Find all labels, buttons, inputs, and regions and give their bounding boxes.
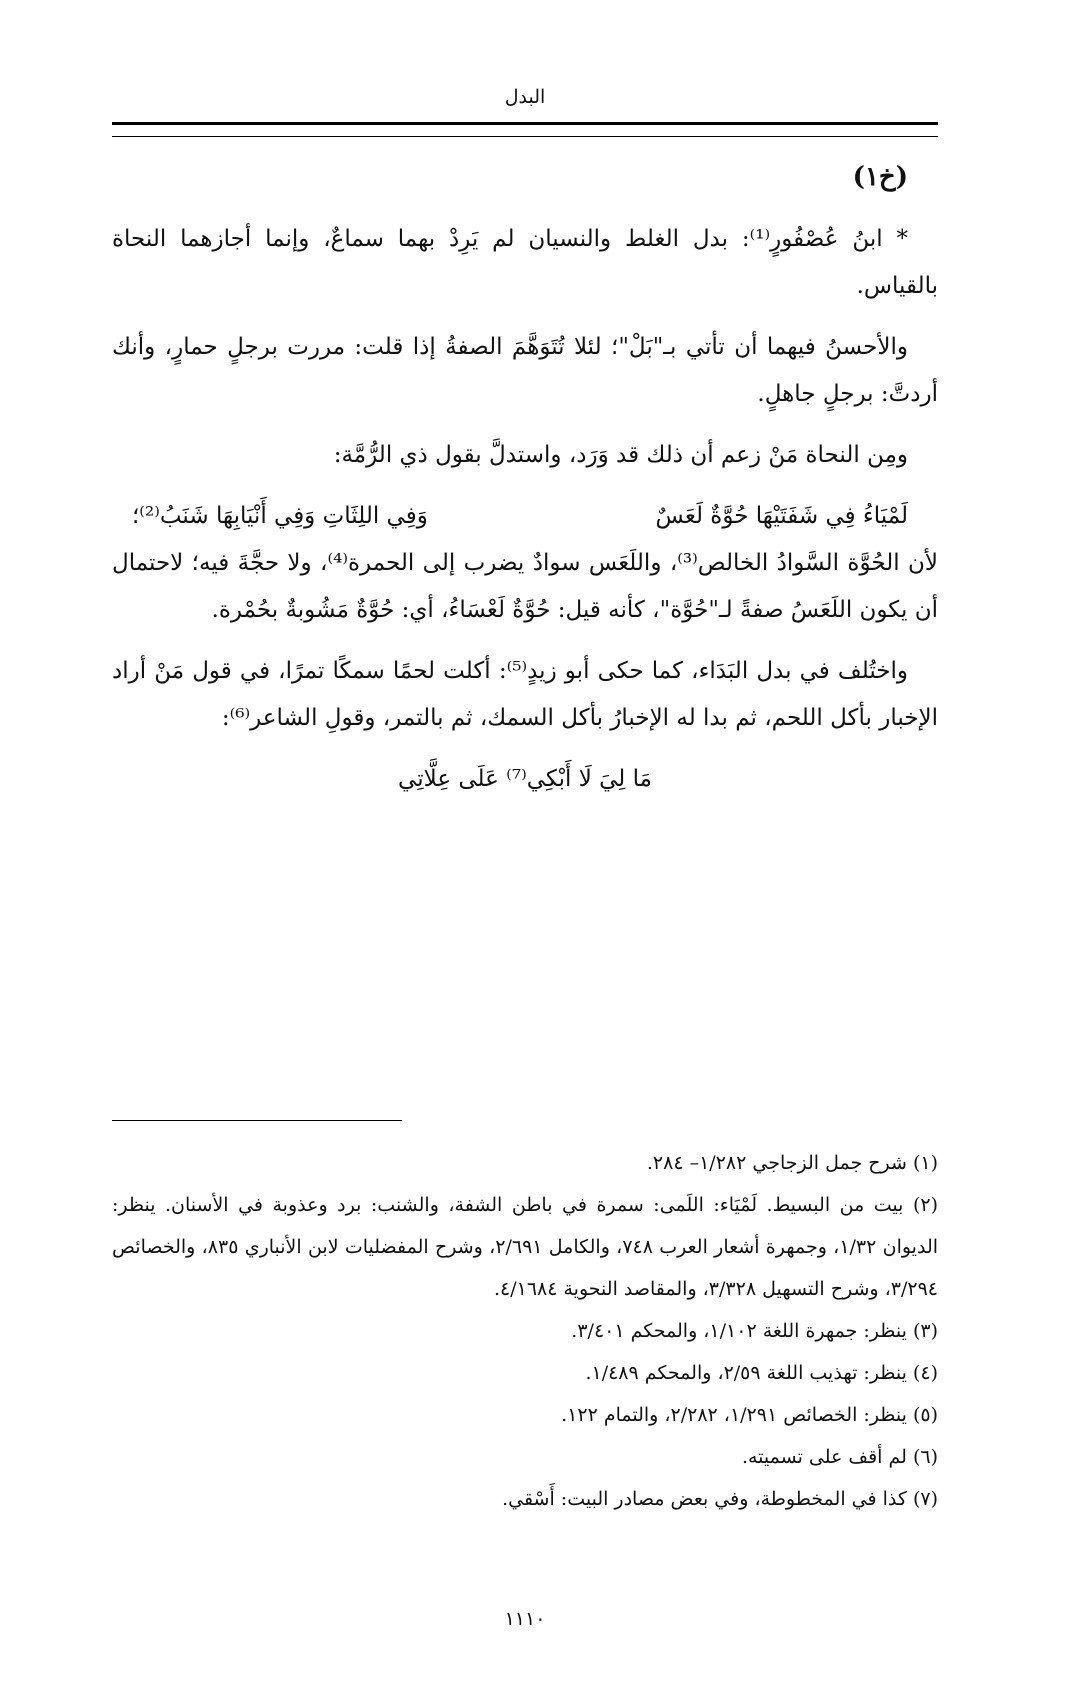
page-number: ١١١٠ xyxy=(504,1608,546,1630)
footnote: (٦) لم أقف على تسميته. xyxy=(741,1446,938,1468)
page xyxy=(112,0,938,1698)
footnote: (٤) ينظر: تهذيب اللغة ٢/٥٩، والمحكم ١/٤٨٩. xyxy=(585,1362,938,1384)
paragraph: لأن الحُوَّة السَّوادُ الخالص⁽³⁾، واللَعَس سوادٌ يضرب إلى الحمرة⁽⁴⁾، ولا حجَّةَ فيه؛ لاحتمال أن يكون اللَعَسُ صفةً لـ"حُوَّة"، كأنه قيل: حُوَّةٌ لَعْسَاءُ، أي: حُوَّةٌ مَشُوبةٌ بحُمْرة. xyxy=(112,550,938,623)
verse-second-hemistich: وَفِي اللِثَاتِ وَفِي أَنْيَابِهَا شَنَبُ⁽²⁾؛ xyxy=(132,503,428,529)
verse-first-hemistich: لَمْيَاءُ فِي شَفَتَيْهَا حُوَّةٌ لَعَسٌ xyxy=(655,503,908,529)
footnote-separator xyxy=(112,1120,402,1121)
paragraph: واختُلف في بدل البَدَاء، كما حكى أبو زيدٍ⁽⁵⁾: أكلت لحمًا سمكًا تمرًا، في قول مَنْ أراد الإخبار بأكل اللحم، ثم بدا له الإخبارُ بأكل السمك، ثم بالتمر، وقولِ الشاعر⁽⁶⁾: xyxy=(112,658,938,731)
footnotes xyxy=(112,1142,938,1520)
verse-centered: مَا لِيَ لَا أَبْكِي⁽⁷⁾ عَلَى عِلَّاتِي xyxy=(398,766,652,792)
footnote: (١) شرح جمل الزجاجي ١/٢٨٢– ٢٨٤. xyxy=(646,1152,938,1174)
paragraph: والأحسنُ فيهما أن تأتي بـ"بَلْ"؛ لئلا تُتَوَهَّمَ الصفةُ إذا قلت: مررت برجلٍ حمارٍ، وأنك أردتَّ: برجلٍ جاهلٍ. xyxy=(112,334,938,407)
footnote: (٥) ينظر: الخصائص ١/٢٩١، ٢/٢٨٢، والتمام ١٢٢. xyxy=(561,1404,938,1426)
main-text xyxy=(112,216,938,803)
header-rule-thick xyxy=(112,122,938,125)
section-marker: (خ١) xyxy=(852,162,908,192)
header-rule-thin xyxy=(112,136,938,137)
footnote: (٧) كذا في المخطوطة، وفي بعض مصادر البيت: أَسْقي. xyxy=(502,1488,938,1510)
footnote: (٢) بيت من البسيط. لَمْيَاء: اللَمى: سمرة في باطن الشفة، والشنب: برد وعذوبة في الأسنان. ينظر: الديوان ١/٣٢، وجمهرة أشعار العرب ٧٤٨، والكامل ٢/٦٩١، وشرح المفضليات لابن الأنباري ٨٣٥، والخصائص ٣/٢٩٤، وشرح التسهيل ٣/٣٢٨، والمقاصد النحوية ٤/١٦٨٤. xyxy=(112,1194,939,1300)
verse-line xyxy=(112,493,938,540)
footnote: (٣) ينظر: جمهرة اللغة ١/١٠٢، والمحكم ٣/٤٠١. xyxy=(571,1320,938,1342)
paragraph: ومِن النحاة مَنْ زعم أن ذلك قد وَرَد، واستدلَّ بقول ذي الرُّمَّة: xyxy=(333,442,908,468)
running-title: البدل xyxy=(504,86,546,108)
paragraph: * ابنُ عُصْفُورٍ⁽¹⁾: بدل الغلط والنسيان لم يَرِدْ بهما سماعٌ، وإنما أجازهما النحاة بالقياس. xyxy=(112,226,938,299)
